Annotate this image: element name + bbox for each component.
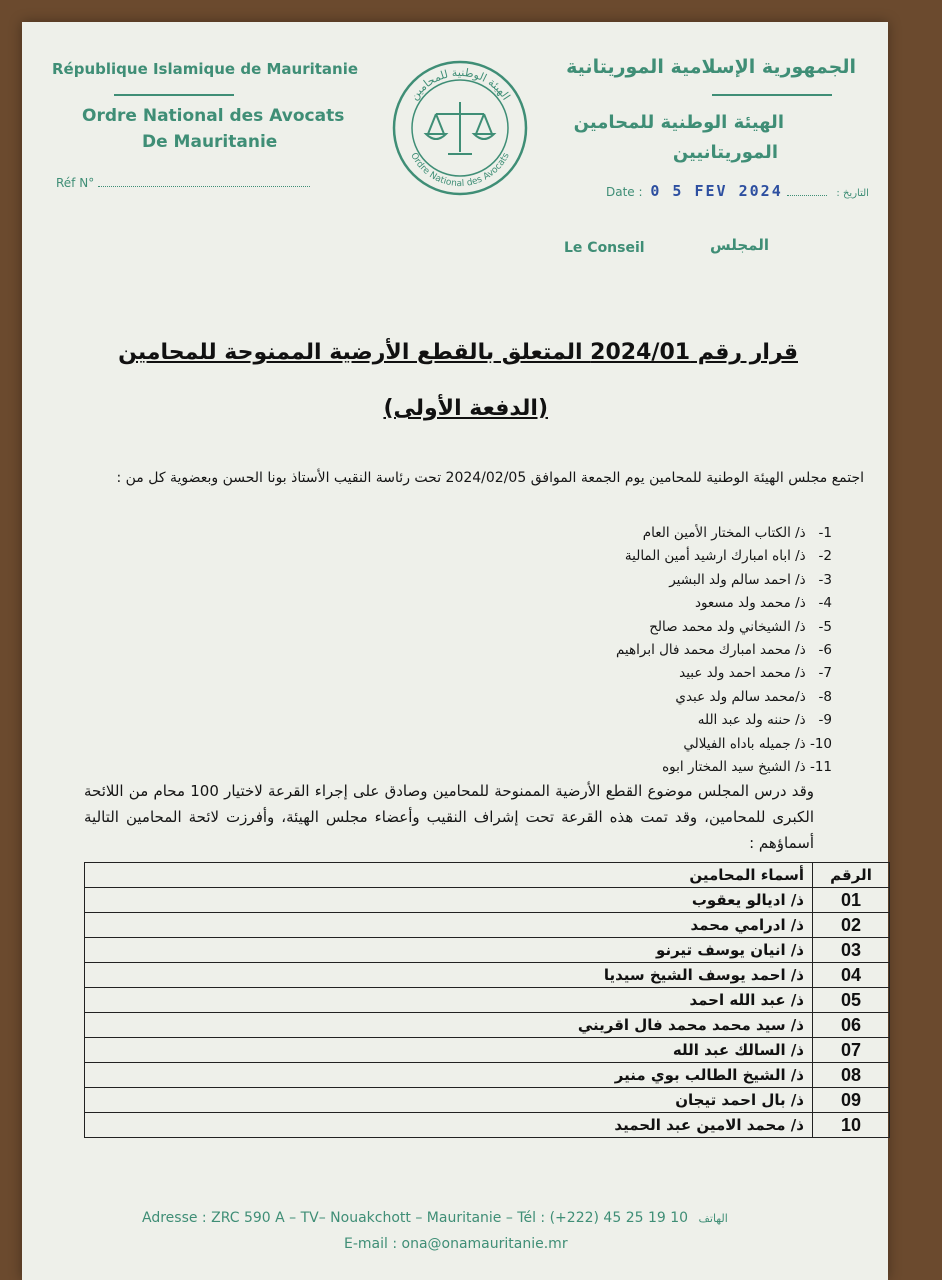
intro-paragraph: اجتمع مجلس الهيئة الوطنية للمحامين يوم الجمعة الموافق 2024/02/05 تحت رئاسة النقيب الأستاذ بونا الحسن وبعضوية كل من : — [116, 470, 864, 486]
header-republic-fr: République Islamique de Mauritanie — [52, 60, 359, 78]
member-item: 7- ذ/ محمد احمد ولد عبيد — [679, 665, 832, 682]
decision-subtitle: (الدفعة الأولى) — [383, 396, 548, 421]
header-order-ar-line2: الموريتانيين — [672, 142, 778, 163]
scales-of-justice-icon — [426, 102, 494, 154]
address-text: Adresse : ZRC 590 A – TV– Nouakchott – Mauritanie – Tél : (+222) 45 25 19 10 — [142, 1210, 689, 1226]
phone-label-ar: الهاتف — [698, 1212, 728, 1225]
header-divider-fr — [114, 94, 234, 96]
table-row: 01 ذ/ اديالو يعقوب — [85, 888, 890, 913]
member-item: 11- ذ/ الشيخ سيد المختار ابوه — [662, 759, 832, 776]
document-page — [22, 22, 888, 1280]
member-item: 10- ذ/ جميله باداه الفيلالي — [683, 735, 832, 752]
member-item: 6- ذ/ محمد امبارك محمد فال ابراهيم — [615, 642, 832, 659]
header-order-ar-line1: الهيئة الوطنية للمحامين — [573, 112, 784, 133]
decision-paragraph: وقد درس المجلس موضوع القطع الأرضية الممنوحة للمحامين وصادق على إجراء القرعة لاختيار 100 محام من اللائحة الكبرى للمحامين، وقد تمت هذه القرعة تحت إشراف النقيب وأعضاء مجلس الهيئة، وأفرزت لائحة المحامين التالية أسماؤهم : — [84, 782, 815, 852]
member-item: 8- ذ/محمد سالم ولد عبدي — [675, 688, 832, 705]
table-row: 05 ذ/ عبد الله احمد — [85, 988, 890, 1013]
date-label: Date : — [606, 185, 643, 199]
reference-dotted-line — [98, 186, 310, 187]
seal-bottom-text: Ordre National des Avocats — [408, 151, 512, 190]
column-header-number: الرقم — [813, 863, 890, 888]
date-label-ar: : التاريخ — [836, 188, 869, 199]
table-row: 06 ذ/ سيد محمد محمد فال اقريني — [85, 1013, 890, 1038]
council-members-list — [412, 522, 832, 779]
member-item: 2- ذ/ اباه امبارك ارشيد أمين المالية — [624, 548, 832, 565]
table-row: 04 ذ/ احمد يوسف الشيخ سيديا — [85, 963, 890, 988]
table-row: 07 ذ/ السالك عبد الله — [85, 1038, 890, 1063]
header-order-fr-line2: De Mauritanie — [142, 132, 278, 152]
header-divider-ar — [712, 94, 832, 96]
table-row: 09 ذ/ بال احمد تيجان — [85, 1088, 890, 1113]
member-item: 5- ذ/ الشيخاني ولد محمد صالح — [649, 618, 832, 635]
lawyers-table — [84, 862, 890, 1138]
date-dotted-line — [787, 195, 827, 196]
header-order-fr-line1: Ordre National des Avocats — [82, 106, 345, 126]
table-row: 03 ذ/ انيان يوسف تيرنو — [85, 938, 890, 963]
footer-address — [142, 1210, 728, 1226]
seal-top-text: الهيئة الوطنية للمحامين — [407, 65, 513, 103]
member-item: 3- ذ/ احمد سالم ولد البشير — [669, 571, 832, 588]
reference-field — [56, 176, 310, 190]
member-item: 4- ذ/ محمد ولد مسعود — [694, 595, 832, 612]
council-label-ar: المجلس — [710, 236, 769, 254]
reference-label: Réf N° — [56, 176, 95, 190]
seal-logo — [390, 58, 530, 198]
member-item: 9- ذ/ حننه ولد عبد الله — [697, 712, 832, 729]
table-header-row — [85, 863, 890, 888]
header-republic-ar: الجمهورية الإسلامية الموريتانية — [566, 56, 856, 78]
footer-email: E-mail : ona@onamauritanie.mr — [344, 1236, 568, 1252]
table-row: 10 ذ/ محمد الامين عبد الحميد — [85, 1113, 890, 1138]
date-field — [606, 182, 869, 200]
member-item: 1- ذ/ الكتاب المختار الأمين العام — [642, 525, 832, 541]
decision-title: قرار رقم 2024/01 المتعلق بالقطع الأرضية الممنوحة للمحامين — [118, 340, 798, 365]
table-row: 02 ذ/ ادرامي محمد — [85, 913, 890, 938]
table-row: 08 ذ/ الشيخ الطالب بوي منير — [85, 1063, 890, 1088]
date-stamp: 0 5 FEV 2024 — [650, 182, 783, 200]
column-header-names: أسماء المحامين — [85, 863, 813, 888]
council-label-fr: Le Conseil — [564, 240, 645, 256]
